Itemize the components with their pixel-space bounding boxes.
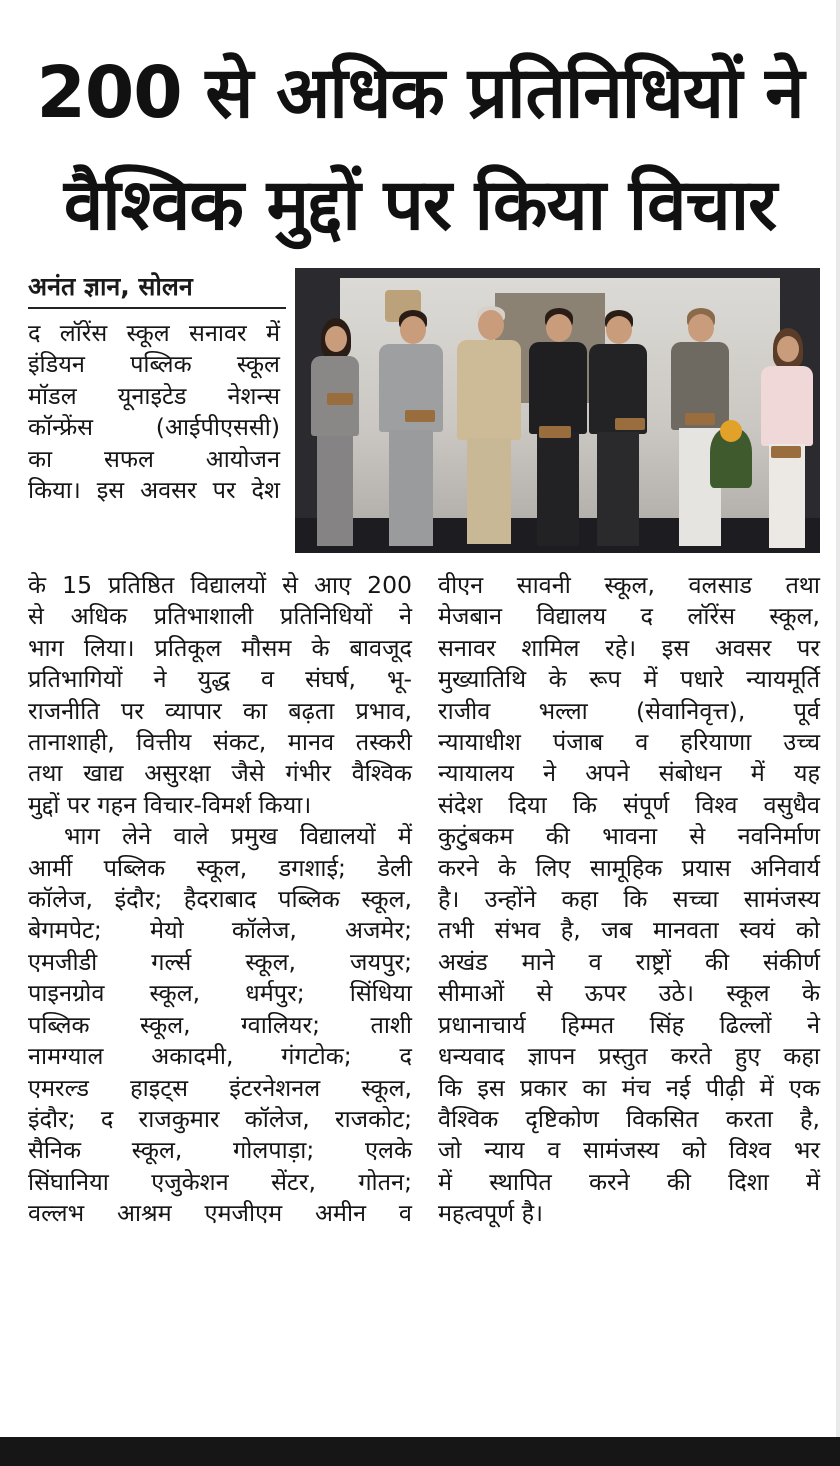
text-line: भाग लेने वाले प्रमुख विद्यालयों में [64, 822, 412, 851]
text-line: प्रतिभागियों ने युद्ध व संघर्ष, भू- [28, 665, 412, 694]
text-line: वैश्विक दृष्टिकोण विकसित करता है, [438, 1104, 820, 1133]
text-line: मेजबान विद्यालय द लॉरेंस स्कूल, [438, 602, 820, 631]
text-line: इंदौर; द राजकुमार कॉलेज, राजकोट; [28, 1104, 412, 1133]
text-line: संदेश दिया कि संपूर्ण विश्व वसुधैव [438, 790, 820, 819]
text-line: वल्लभ आश्रम एमजीएम अमीन व [28, 1199, 412, 1228]
column-1-top [28, 318, 280, 506]
text-line: राजनीति पर व्यापार का बढ़ता प्रभाव, [28, 696, 412, 725]
byline-underline [28, 307, 286, 309]
byline: अनंत ज्ञान, सोलन [28, 272, 193, 301]
text-line: जो न्याय व सामंजस्य को विश्व भर [438, 1136, 820, 1165]
chief-guest-figure [453, 306, 525, 553]
column-2 [438, 570, 820, 1230]
text-line: कुटुंबकम की भावना से नवनिर्माण [438, 822, 820, 851]
text-line: एमजीडी गर्ल्स स्कूल, जयपुर; [28, 947, 412, 976]
delegate-figure [305, 318, 365, 553]
bottom-bar [0, 1437, 840, 1466]
delegate-figure [585, 310, 651, 553]
text-line: महत्वपूर्ण है। [438, 1199, 544, 1228]
text-line: तानाशाही, वित्तीय संकट, मानव तस्करी [28, 728, 412, 757]
text-line: का सफल आयोजन [28, 444, 280, 473]
text-line: न्यायाधीश पंजाब व हरियाणा उच्च [438, 728, 820, 757]
text-line: मॉडल यूनाइटेड नेशन्स [28, 381, 280, 410]
text-line: कॉन्फ्रेंस (आईपीएससी) [28, 413, 280, 442]
text-line: अखंड माने व राष्ट्रों की संकीर्ण [438, 947, 820, 976]
page-edge [836, 0, 840, 1437]
text-line: से अधिक प्रतिभाशाली प्रतिनिधियों ने [28, 602, 412, 631]
delegate-figure [757, 328, 817, 553]
event-photo [295, 268, 820, 553]
text-line: मुद्दों पर गहन विचार-विमर्श किया। [28, 790, 312, 819]
text-line: धन्यवाद ज्ञापन प्रस्तुत करते हुए कहा [438, 1042, 820, 1071]
text-line: इंडियन पब्लिक स्कूल [28, 350, 280, 379]
text-line: नामग्याल अकादमी, गंगटोक; द [28, 1042, 412, 1071]
text-line: वीएन सावनी स्कूल, वलसाड तथा [438, 571, 820, 599]
text-line: भाग लिया। प्रतिकूल मौसम के बावजूद [28, 633, 412, 662]
text-line: आर्मी पब्लिक स्कूल, डगशाई; डेली [28, 853, 412, 882]
text-line: सिंघानिया एजुकेशन सेंटर, गोतन; [28, 1167, 412, 1196]
text-line: सनावर शामिल रहे। इस अवसर पर [438, 633, 820, 662]
text-line: न्यायालय ने अपने संबोधन में यह [438, 759, 820, 788]
text-line: द लॉरेंस स्कूल सनावर में [28, 319, 280, 347]
text-line: कि इस प्रकार का मंच नई पीढ़ी में एक [438, 1073, 820, 1102]
flower-arrangement [710, 428, 752, 488]
text-line: किया। इस अवसर पर देश [28, 476, 280, 505]
text-line: मुख्यातिथि के रूप में पधारे न्यायमूर्ति [438, 665, 820, 694]
text-line: में स्थापित करने की दिशा में [438, 1167, 820, 1196]
text-line: एमरल्ड हाइट्स इंटरनेशनल स्कूल, [28, 1073, 412, 1102]
headline-line-2: वैश्विक मुद्दों पर किया विचार [63, 163, 777, 246]
text-line: राजीव भल्ला (सेवानिवृत्त), पूर्व [438, 696, 820, 725]
text-line: बेगमपेट; मेयो कॉलेज, अजमेर; [28, 916, 412, 945]
text-line: करने के लिए सामूहिक प्रयास अनिवार्य [438, 853, 820, 882]
text-line: पाइनग्रोव स्कूल, धर्मपुर; सिंधिया [28, 979, 412, 1008]
delegate-figure [375, 310, 447, 553]
text-line: तभी संभव है, जब मानवता स्वयं को [438, 916, 820, 945]
column-1-bottom [28, 570, 412, 1230]
text-line: सीमाओं से ऊपर उठे। स्कूल के [438, 979, 820, 1008]
text-line: है। उन्होंने कहा कि सच्चा सामंजस्य [438, 885, 820, 914]
text-line: के 15 प्रतिष्ठित विद्यालयों से आए 200 [28, 571, 412, 599]
text-line: सैनिक स्कूल, गोलपाड़ा; एलके [28, 1136, 412, 1165]
text-line: प्रधानाचार्य हिम्मत सिंह ढिल्लों ने [438, 1010, 820, 1039]
delegate-figure [525, 308, 591, 553]
text-line: कॉलेज, इंदौर; हैदराबाद पब्लिक स्कूल, [28, 885, 412, 914]
headline-line-1: 200 से अधिक प्रतिनिधियों ने [36, 51, 804, 134]
text-line: पब्लिक स्कूल, ग्वालियर; ताशी [28, 1010, 412, 1039]
text-line: तथा खाद्य असुरक्षा जैसे गंभीर वैश्विक [28, 759, 412, 788]
